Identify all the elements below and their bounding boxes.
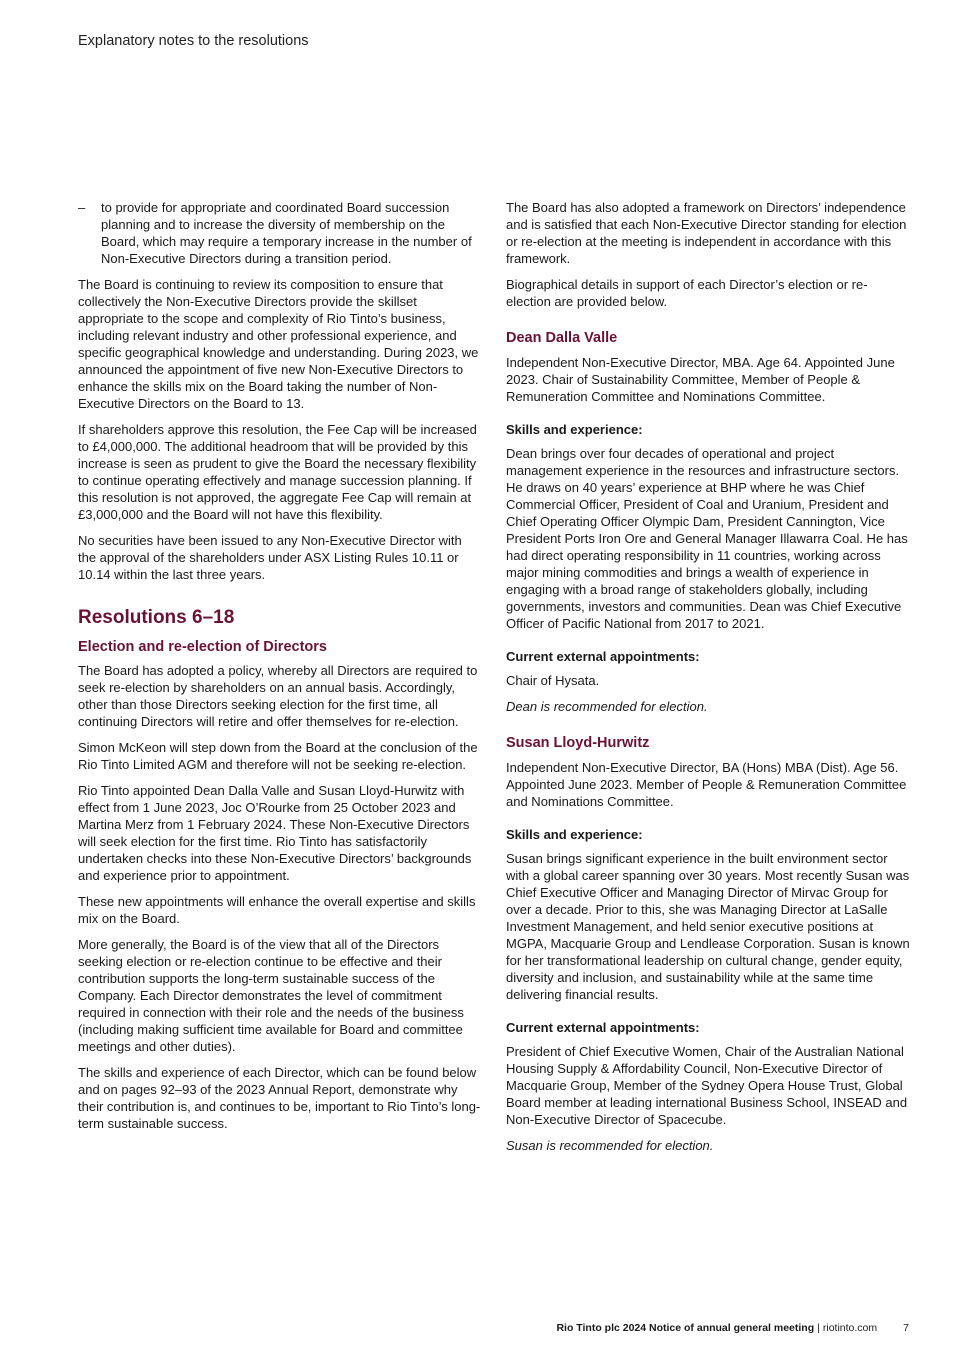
page-number: 7: [903, 1322, 909, 1334]
director-appointments: President of Chief Executive Women, Chair of the Australian National Housing Supply & Affordability Council, Non-Executive Director of Macquarie Group, Member of the Sydney Opera House Trust, Global Board member at leading international Business School, INSEAD and Non-Executive Director of Spacecube.: [506, 1044, 908, 1127]
director-appointments: Chair of Hysata.: [506, 673, 600, 688]
director-recommendation: Susan is recommended for election.: [506, 1138, 714, 1153]
paragraph-securities: No securities have been issued to any Non-Executive Director with the approval of the shareholders under ASX Listing Rules 10.11 or 10.14 within the last three years.: [78, 533, 462, 582]
right-column: [506, 199, 910, 1163]
paragraph-appointments: Rio Tinto appointed Dean Dalla Valle and Susan Lloyd-Hurwitz with effect from 1 June 2023, Joc O’Rourke from 25 October 2023 and Martina Merz from 1 February 2024. These Non-Executive Directors will seek election for the first time. Rio Tinto has satisfactorily undertaken checks into these Non-Executive Directors’ backgrounds and experience prior to appointment.: [78, 783, 472, 883]
left-column: [78, 199, 482, 1141]
director-recommendation: Dean is recommended for election.: [506, 699, 708, 714]
bullet-dash: –: [78, 200, 86, 215]
section-title: Resolutions 6–18: [78, 607, 235, 628]
paragraph-generally: More generally, the Board is of the view that all of the Directors seeking election or re-election continue to be effective and their contribution supports the long-term sustainable success of the Company. Each Director demonstrates the level of commitment required in connection with their role and the needs of the business (including making sufficient time available for Board and committee meetings and other duties).: [78, 937, 464, 1054]
appointments-label: Current external appointments:: [506, 649, 700, 664]
footer-separator: |: [817, 1322, 820, 1334]
page-header: Explanatory notes to the resolutions: [78, 33, 309, 49]
paragraph-policy: The Board has adopted a policy, whereby all Directors are required to seek re-election by shareholders on an annual basis. Accordingly, other than those Directors seeking election for the first time, all continuing Directors will retire and offer themselves for re-election.: [78, 663, 478, 729]
bullet-item: [78, 199, 482, 267]
paragraph-biographical: Biographical details in support of each Director’s election or re-election are provided below.: [506, 277, 868, 309]
director-skills: Susan brings significant experience in the built environment sector with a global career spanning over 30 years. Most recently Susan was Chief Executive Officer and Managing Director of Mirvac Group for over a decade. Prior to this, she was Managing Director at LaSalle Investment Management, and held senior executive positions at MGPA, Macquarie Group and Lendlease Corporation. Susan is known for her transformational leadership on cultural change, gender equity, diversity and inclusion, and sustainability while at the same time delivering financial results.: [506, 851, 910, 1002]
skills-label: Skills and experience:: [506, 422, 643, 437]
subsection-title: Election and re-election of Directors: [78, 639, 327, 655]
director-profile: [506, 329, 910, 715]
skills-label: Skills and experience:: [506, 827, 643, 842]
paragraph-fee-cap: If shareholders approve this resolution, the Fee Cap will be increased to £4,000,000. The additional headroom that will be provided by this increase is seen as prudent to give the Board the necessary flexibility to continue operating effectively and manage succession planning. If this resolution is not approved, the aggregate Fee Cap will remain at £3,000,000 and the Board will not have this flexibility.: [78, 422, 477, 522]
footer-website-link[interactable]: riotinto.com: [822, 1322, 878, 1334]
paragraph-skills-experience: The skills and experience of each Director, which can be found below and on pages 92–93 of the 2023 Annual Report, demonstrate why their contribution is, and continues to be, important to Rio Tinto’s long-term sustainable success.: [78, 1065, 481, 1131]
director-skills: Dean brings over four decades of operational and project management experience in the resources and infrastructure sectors. He draws on 40 years’ experience at BHP where he was Chief Commercial Officer, President of Coal and Uranium, President and Chief Operating Officer Olympic Dam, President Cannington, Vice President Ports Iron Ore and General Manager Illawarra Coal. He has had direct operating responsibility in 11 countries, working across major mining commodities and brings a wealth of experience in engaging with a broad range of stakeholders globally, including governments, investors and communities. Dean was Chief Executive Officer of Pacific National from 2017 to 2021.: [506, 446, 908, 631]
director-name: Dean Dalla Valle: [506, 330, 618, 346]
paragraph-board-review: The Board is continuing to review its composition to ensure that collectively the Non-Executive Directors provide the skillset appropriate to the scope and complexity of Rio Tinto’s business, including relevant industry and other professional experience, and specific geographical knowledge and understanding. During 2023, we announced the appointment of five new Non-Executive Directors to enhance the skills mix on the Board taking the number of Non-Executive Directors on the Board to 13.: [78, 277, 479, 411]
page-footer: [556, 1322, 909, 1334]
director-summary: Independent Non-Executive Director, MBA. Age 64. Appointed June 2023. Chair of Sustainability Committee, Member of People & Remuneration Committee and Nominations Committee.: [506, 355, 895, 404]
footer-title: Rio Tinto plc 2024 Notice of annual general meeting: [556, 1322, 815, 1334]
paragraph-enhance: These new appointments will enhance the overall expertise and skills mix on the Board.: [78, 894, 476, 926]
paragraph-framework: The Board has also adopted a framework on Directors’ independence and is satisfied that each Non-Executive Director standing for election or re-election at the meeting is independent in accordance with this framework.: [506, 200, 907, 266]
director-name: Susan Lloyd-Hurwitz: [506, 735, 650, 751]
director-summary: Independent Non-Executive Director, BA (Hons) MBA (Dist). Age 56. Appointed June 2023. Member of People & Remuneration Committee and Nominations Committee.: [506, 760, 907, 809]
director-profile: [506, 734, 910, 1154]
appointments-label: Current external appointments:: [506, 1020, 700, 1035]
bullet-text: to provide for appropriate and coordinated Board succession planning and to increase the diversity of membership on the Board, which may require a temporary increase in the number of Non-Executive Directors during a transition period.: [101, 200, 472, 266]
paragraph-mckeon: Simon McKeon will step down from the Board at the conclusion of the Rio Tinto Limited AGM and therefore will not be seeking re-election.: [78, 740, 478, 772]
